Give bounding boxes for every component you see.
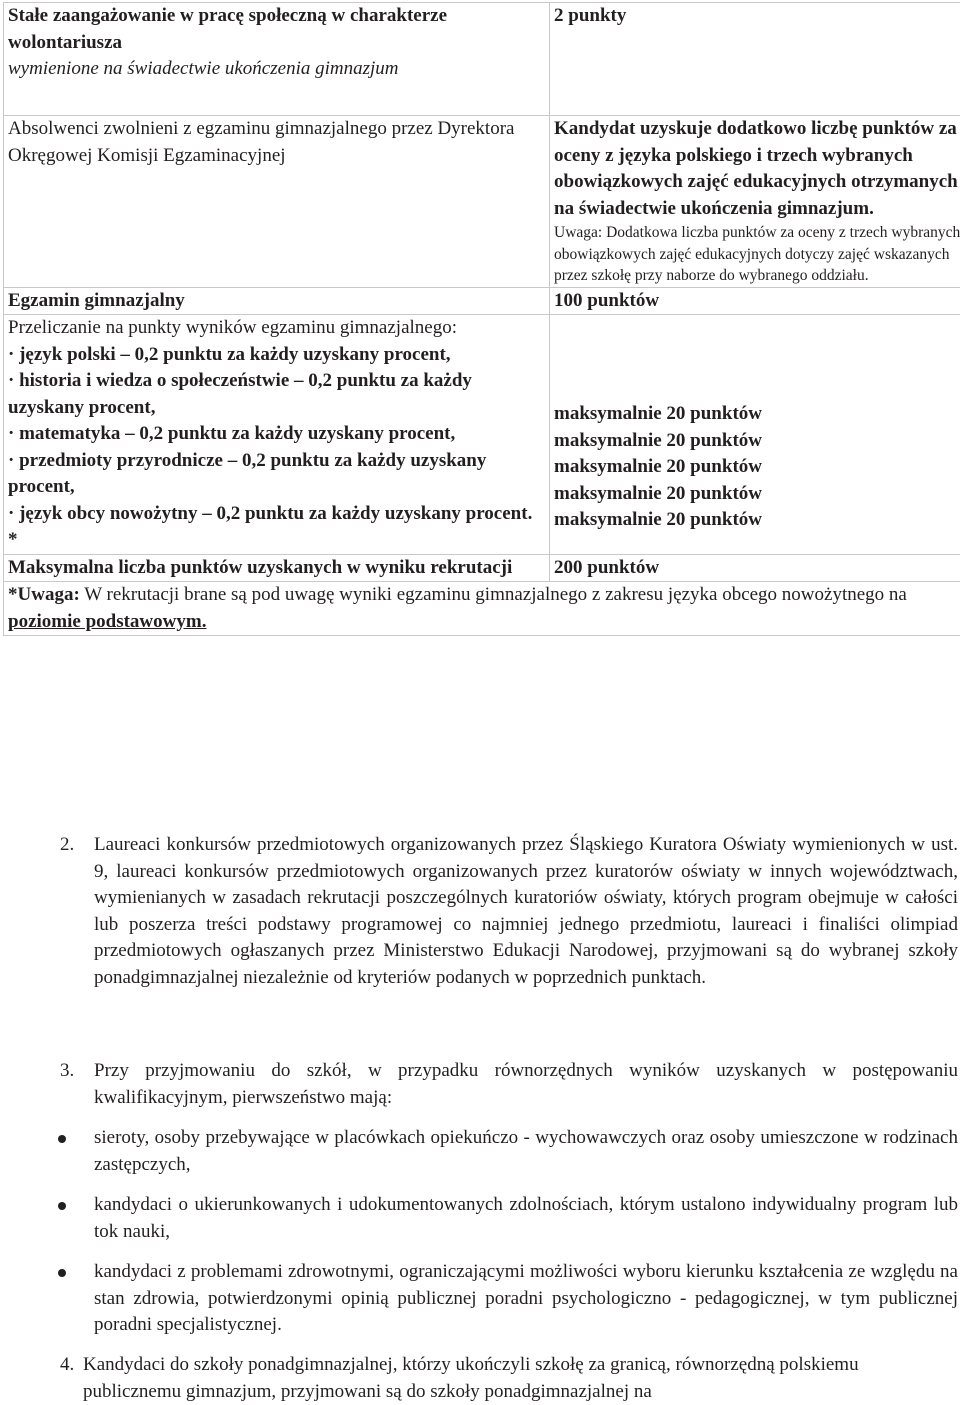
exam-subjects-row bbox=[4, 315, 960, 555]
exempted-info: Kandydat uzyskuje dodatkowo liczbę punktów za oceny z języka polskiego i trzech wybranych obowiązkowych zajęć edukacyjnych otrzymanych na świadectwie ukończenia gimnazjum. bbox=[554, 116, 960, 222]
exam-intro: Przeliczanie na punkty wyników egzaminu gimnazjalnego: bbox=[8, 315, 546, 342]
bullet-icon bbox=[58, 1135, 66, 1143]
footnote-emphasis: poziomie podstawowym. bbox=[8, 611, 206, 632]
max-points-value: 200 punktów bbox=[550, 554, 960, 582]
paragraph-number: 3. bbox=[60, 1058, 74, 1085]
subject-max: maksymalnie 20 punktów bbox=[554, 401, 960, 428]
priority-bullet: sieroty, osoby przebywające w placówkach opiekuńczo - wychowawczych oraz osoby umieszczone w rodzinach zastępczych, bbox=[94, 1125, 958, 1178]
footnote-prefix: *Uwaga: bbox=[8, 584, 80, 605]
priority-bullet: kandydaci z problemami zdrowotnymi, ograniczającymi możliwości wyboru kierunku kształcenia ze względu na stan zdrowia, potwierdzonymi opinią publicznej poradni psychologiczno - pedagogicznej, w tym publicznej poradni specjalistycznej. bbox=[94, 1259, 958, 1339]
max-points-label: Maksymalna liczba punktów uzyskanych w wyniku rekrutacji bbox=[4, 554, 550, 582]
subject-max: maksymalnie 20 punktów bbox=[554, 507, 960, 534]
subject-max: maksymalnie 20 punktów bbox=[554, 454, 960, 481]
subject-item: · język obcy nowożytny – 0,2 punktu za każdy uzyskany procent. * bbox=[8, 501, 546, 554]
exam-title: Egzamin gimnazjalny bbox=[4, 287, 550, 315]
paragraph-priority: Przy przyjmowaniu do szkół, w przypadku równorzędnych wyników uzyskanych w postępowaniu kwalifikacyjnym, pierwszeństwo mają: bbox=[94, 1058, 958, 1111]
subject-item: · język polski – 0,2 punktu za każdy uzyskany procent, bbox=[8, 342, 546, 369]
volunteering-row bbox=[4, 3, 960, 116]
exam-subjects-max-cell bbox=[550, 315, 960, 555]
max-points-row bbox=[4, 554, 960, 582]
exam-points: 100 punktów bbox=[550, 287, 960, 315]
volunteering-cell bbox=[4, 3, 550, 116]
exempted-info-cell bbox=[550, 116, 960, 288]
footnote-text: W rekrutacji brane są pod uwagę wyniki egzaminu gimnazjalnego z zakresu języka obcego nowożytnego na bbox=[80, 584, 907, 605]
bullet-icon bbox=[58, 1202, 66, 1210]
paragraph-number: 2. bbox=[60, 832, 74, 859]
bullet-icon bbox=[58, 1269, 66, 1277]
exam-subjects-cell bbox=[4, 315, 550, 555]
footnote-row bbox=[4, 582, 960, 636]
priority-bullet: kandydaci o ukierunkowanych i udokumentowanych zdolnościach, którym ustalono indywidualny program lub tok nauki, bbox=[94, 1192, 958, 1245]
criteria-table bbox=[3, 2, 960, 636]
subject-max: maksymalnie 20 punktów bbox=[554, 428, 960, 455]
footnote-cell bbox=[4, 582, 960, 636]
paragraph-number: 4. bbox=[60, 1352, 74, 1379]
subject-item: · matematyka – 0,2 punktu za każdy uzyskany procent, bbox=[8, 421, 546, 448]
volunteering-points: 2 punkty bbox=[550, 3, 960, 116]
volunteering-subtitle: wymienione na świadectwie ukończenia gimnazjum bbox=[8, 56, 546, 83]
exempted-note: Uwaga: Dodatkowa liczba punktów za oceny z trzech wybranych obowiązkowych zajęć edukacyjnych dotyczy zajęć wskazanych przez szkołę przy naborze do wybranego oddziału. bbox=[554, 222, 960, 287]
volunteering-title: Stałe zaangażowanie w pracę społeczną w charakterze wolontariusza bbox=[8, 3, 546, 56]
exam-title-row bbox=[4, 287, 960, 315]
subject-item: · historia i wiedza o społeczeństwie – 0,2 punktu za każdy uzyskany procent, bbox=[8, 368, 546, 421]
subject-max: maksymalnie 20 punktów bbox=[554, 481, 960, 508]
subject-item: · przedmioty przyrodnicze – 0,2 punktu za każdy uzyskany procent, bbox=[8, 448, 546, 501]
exempted-label: Absolwenci zwolnieni z egzaminu gimnazjalnego przez Dyrektora Okręgowej Komisji Egzaminacyjnej bbox=[4, 116, 550, 288]
paragraph-laureates: Laureaci konkursów przedmiotowych organizowanych przez Śląskiego Kuratora Oświaty wymienionych w ust. 9, laureaci konkursów przedmiotowych organizowanych przez kuratorów oświaty w innych województwach, wymienianych w zasadach rekrutacji poszczególnych kuratoriów oświaty, których program obejmuje w całości lub poszerza treści podstawy programowej co najmniej jednego przedmiotu, laureaci i finaliści olimpiad przedmiotowych ogłaszanych przez Ministerstwo Edukacji Narodowej, przyjmowani są do wybranej szkoły ponadgimnazjalnej niezależnie od kryteriów podanych w poprzednich punktach. bbox=[94, 832, 958, 992]
exempted-row bbox=[4, 116, 960, 288]
paragraph-foreign: Kandydaci do szkoły ponadgimnazjalnej, którzy ukończyli szkołę za granicą, równorzędną polskiemu publicznemu gimnazjum, przyjmowani są do szkoły ponadgimnazjalnej na bbox=[83, 1352, 943, 1405]
